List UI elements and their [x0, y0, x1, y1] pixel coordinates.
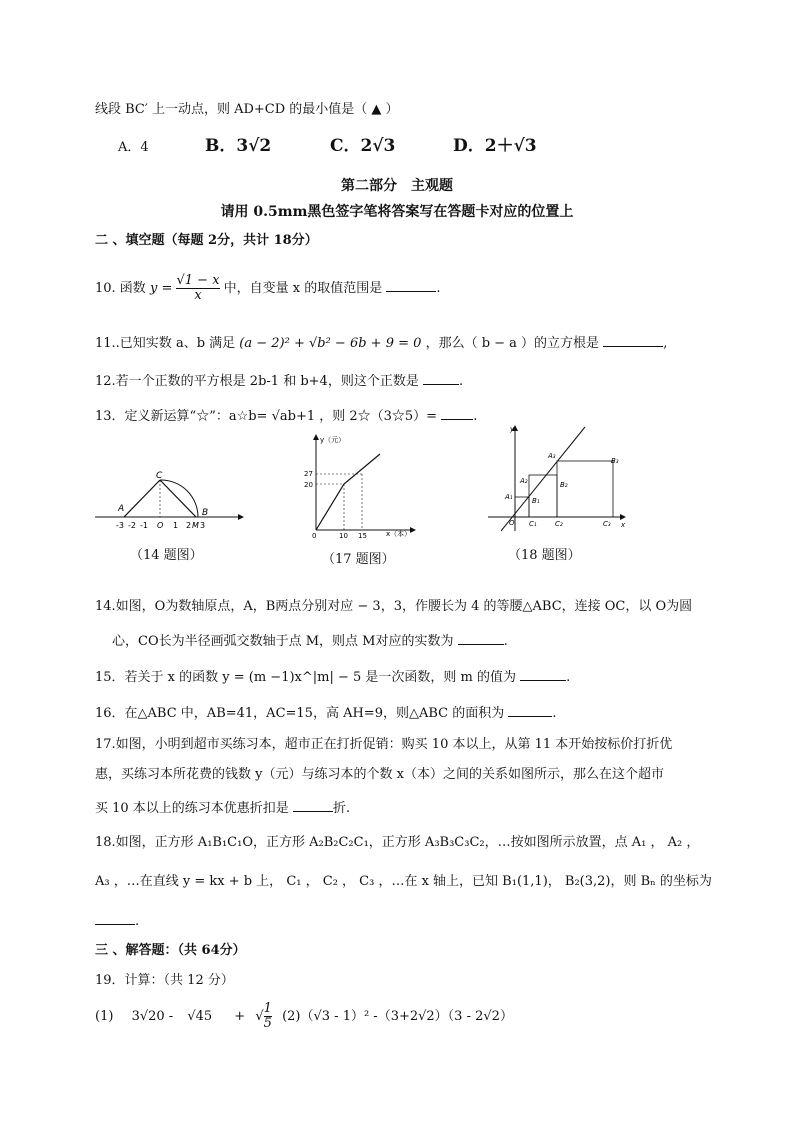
- q19-part2: (2)（√3 - 1）² -（3+2√2）（3 - 2√2）: [282, 1009, 513, 1024]
- q10-pre: 10. 函数: [95, 281, 146, 296]
- fig18-label-c2: C₂: [555, 520, 563, 528]
- fig18-label-a1: A₁: [505, 493, 513, 501]
- fill-heading: 二 、填空题（每题 2分，共计 18分）: [95, 233, 318, 248]
- fig17-tick-27: 27: [304, 470, 313, 478]
- q17-line3: [95, 797, 350, 818]
- fig17-y-label: y（元）: [320, 436, 346, 444]
- fig18-caption: （18 题图）: [508, 548, 581, 563]
- fig18-label-a3: A₃: [548, 452, 556, 460]
- fig17-caption: （17 题图）: [322, 552, 395, 567]
- q10: 10. 函数 y = $\frac{√1 - x}{x}$ 中，自变量 x 的取值范围是 .: [95, 273, 441, 303]
- q9-option-b: B．3√2: [205, 136, 272, 156]
- q16-text: 16．在△ABC 中，AB=41，AC=15，高 AH=9，则△ABC 的面积为: [95, 706, 505, 721]
- fig18-label-c3: C₃: [603, 520, 611, 528]
- q19-1-frac-num: 1: [263, 1001, 272, 1016]
- fig18-line: [501, 427, 585, 531]
- q11-post: ，那么（ b − a ）的立方根是: [425, 336, 600, 351]
- fig17-tick-15: 15: [358, 532, 367, 540]
- q10-numerator: √1 − x: [176, 273, 220, 288]
- fig14-tick-2: 2: [186, 521, 192, 530]
- fig14-label-a: A: [118, 504, 125, 514]
- q10-fraction: [176, 274, 219, 303]
- q19-1-frac-den: 5: [263, 1016, 272, 1031]
- q10-denominator: x: [194, 288, 202, 303]
- fig14-label-b: B: [202, 508, 209, 518]
- fig14-tick-m: M: [192, 521, 199, 530]
- q14-line2: 心，CO长为半径画弧交数轴于点 M，则点 M对应的实数为 .: [112, 630, 508, 651]
- q19-1-label: (1): [95, 1009, 114, 1024]
- figure-17: [300, 432, 420, 542]
- q14-line1: 14.如图，O为数轴原点，A，B两点分别对应 − 3，3，作腰长为 4 的等腰△ABC，连接 OC，以 O为圆: [95, 599, 693, 614]
- q18-line3: [95, 910, 139, 931]
- q18-line3-end: .: [135, 914, 140, 929]
- fig17-tick-0: 0: [312, 532, 317, 540]
- fig18-label-c1: C₁: [529, 520, 537, 528]
- fig14-label-c: C: [156, 471, 163, 481]
- q12-text: 12.若一个正数的平方根是 2b-1 和 b+4，则这个正数是: [95, 374, 419, 389]
- q14-answer-blank[interactable]: [458, 630, 504, 645]
- fig18-square-2: [529, 475, 557, 517]
- figure-18: [485, 425, 635, 535]
- q19-1-fraction: [264, 1002, 272, 1031]
- q11: 11..已知实数 a、b 满足 (a − 2)² + √b² − 6b + 9 = 0 ，那么（ b − a ）的立方根是 ,: [95, 332, 667, 353]
- q17-line3-text: 买 10 本以上的练习本优惠折扣是: [95, 801, 289, 816]
- fig18-label-y: y: [510, 425, 515, 433]
- q9-option-c: C．2√3: [330, 136, 396, 156]
- fig14-tick-neg1: -1: [140, 521, 148, 530]
- q16-answer-blank[interactable]: [508, 702, 552, 717]
- q15: 15．若关于 x 的函数 y = (m −1)x^|m| − 5 是一次函数，则 m 的值为 .: [95, 666, 570, 687]
- q11-formula: (a − 2)² + √b² − 6b + 9 = 0: [239, 336, 422, 351]
- fig14-caption: （14 题图）: [130, 548, 203, 563]
- q9-option-a: A．4: [118, 140, 149, 155]
- q9-option-d: D．2＋√3: [453, 136, 537, 156]
- q12: 12.若一个正数的平方根是 2b-1 和 b+4，则这个正数是 .: [95, 370, 463, 391]
- fig18-square-3: [557, 461, 613, 517]
- fig18-label-a2: A₂: [520, 477, 528, 485]
- q18-line1: 18.如图，正方形 A₁B₁C₁O，正方形 A₂B₂C₂C₁，正方形 A₃B₃C₃C₂，…按如图所示放置，点 A₁ ， A₂ ，: [95, 835, 700, 850]
- q12-answer-blank[interactable]: [423, 370, 459, 385]
- fig18-label-x: x: [621, 521, 626, 529]
- fig18-label-o: O: [509, 519, 515, 527]
- q13: 13．定义新运算“☆”：a☆b= √ab+1 ，则 2☆（3☆5）= .: [95, 405, 477, 426]
- q14-line2-text: 心，CO长为半径画弧交数轴于点 M，则点 M对应的实数为: [112, 634, 454, 649]
- q11-pre: 11..已知实数 a、b 满足: [95, 336, 236, 351]
- fig14-tick-neg2: -2: [128, 521, 136, 530]
- q17-answer-blank[interactable]: [293, 797, 333, 812]
- fig18-label-b2: B₂: [560, 481, 568, 489]
- fig18-label-b1: B₁: [532, 497, 540, 505]
- q10-post: 中，自变量 x 的取值范围是: [223, 281, 383, 296]
- q19-1-term-a: 3√20 -: [131, 1009, 174, 1024]
- q17-line3-end: 折.: [332, 801, 351, 816]
- fig17-x-label: x（本）: [386, 530, 412, 538]
- fig14-side-cb: [160, 480, 196, 517]
- fig14-tick-3: 3: [200, 521, 206, 530]
- q13-text: 13．定义新运算“☆”：a☆b= √ab+1 ，则 2☆（3☆5）=: [95, 409, 438, 424]
- q15-text: 15．若关于 x 的函数 y = (m −1)x^|m| − 5 是一次函数，则 m 的值为: [95, 670, 517, 685]
- q18-line2: A₃ ，…在直线 y = kx + b 上， C₁ ， C₂ ， C₃ ，…在 x 轴上，已知 B₁(1,1)， B₂(3,2)，则 Bₙ 的坐标为: [95, 874, 712, 889]
- q19-part1: (1) 3√20 - √45 + √ $\frac{1}{5}$ (2)（√3 - 1）² -（3+2√2）（3 - 2√2）: [95, 1001, 513, 1031]
- fig14-tick-o: O: [157, 521, 164, 530]
- fig14-side-ac: [124, 480, 160, 517]
- q9-stem: 线段 BC′ 上一动点，则 AD+CD 的最小值是（ ▲ ）: [95, 102, 399, 117]
- q18-answer-blank[interactable]: [95, 910, 135, 925]
- fig14-tick-1: 1: [173, 521, 179, 530]
- q17-line2: 惠，买练习本所花费的钱数 y（元）与练习本的个数 x（本）之间的关系如图所示，那么在这个超市: [95, 767, 664, 782]
- fig18-square-1: [515, 497, 529, 517]
- fig18-x-arrow: [620, 514, 626, 520]
- figure-14: [90, 465, 250, 535]
- fig14-arrow: [238, 514, 244, 520]
- fig14-tick-neg3: -3: [116, 521, 124, 530]
- q15-answer-blank[interactable]: [520, 666, 566, 681]
- section2-title: 第二部分 主观题: [341, 178, 453, 194]
- fig17-tick-20: 20: [304, 481, 313, 489]
- q10-answer-blank[interactable]: [386, 277, 436, 292]
- fig18-label-b3: B₃: [611, 457, 619, 465]
- q11-answer-blank[interactable]: [603, 332, 663, 347]
- q16: 16．在△ABC 中，AB=41，AC=15，高 AH=9，则△ABC 的面积为 .: [95, 702, 557, 723]
- q17-line1: 17.如图，小明到超市买练习本，超市正在打折促销：购买 10 本以上，从第 11 本开始按标价打折优: [95, 737, 673, 752]
- fig17-y-arrow: [313, 434, 319, 440]
- fig17-tick-10: 10: [339, 532, 348, 540]
- section2-instruction: 请用 0.5mm黑色签字笔将答案写在答题卡对应的位置上: [220, 204, 574, 220]
- q19-1-term-b: √45: [187, 1009, 213, 1024]
- fig17-line: [316, 454, 380, 530]
- answer-heading: 三 、解答题：（共 64分）: [95, 943, 246, 958]
- q19-1-plus: +: [234, 1009, 246, 1024]
- q19: 19．计算：（共 12 分）: [95, 973, 234, 988]
- q13-answer-blank[interactable]: [441, 405, 473, 420]
